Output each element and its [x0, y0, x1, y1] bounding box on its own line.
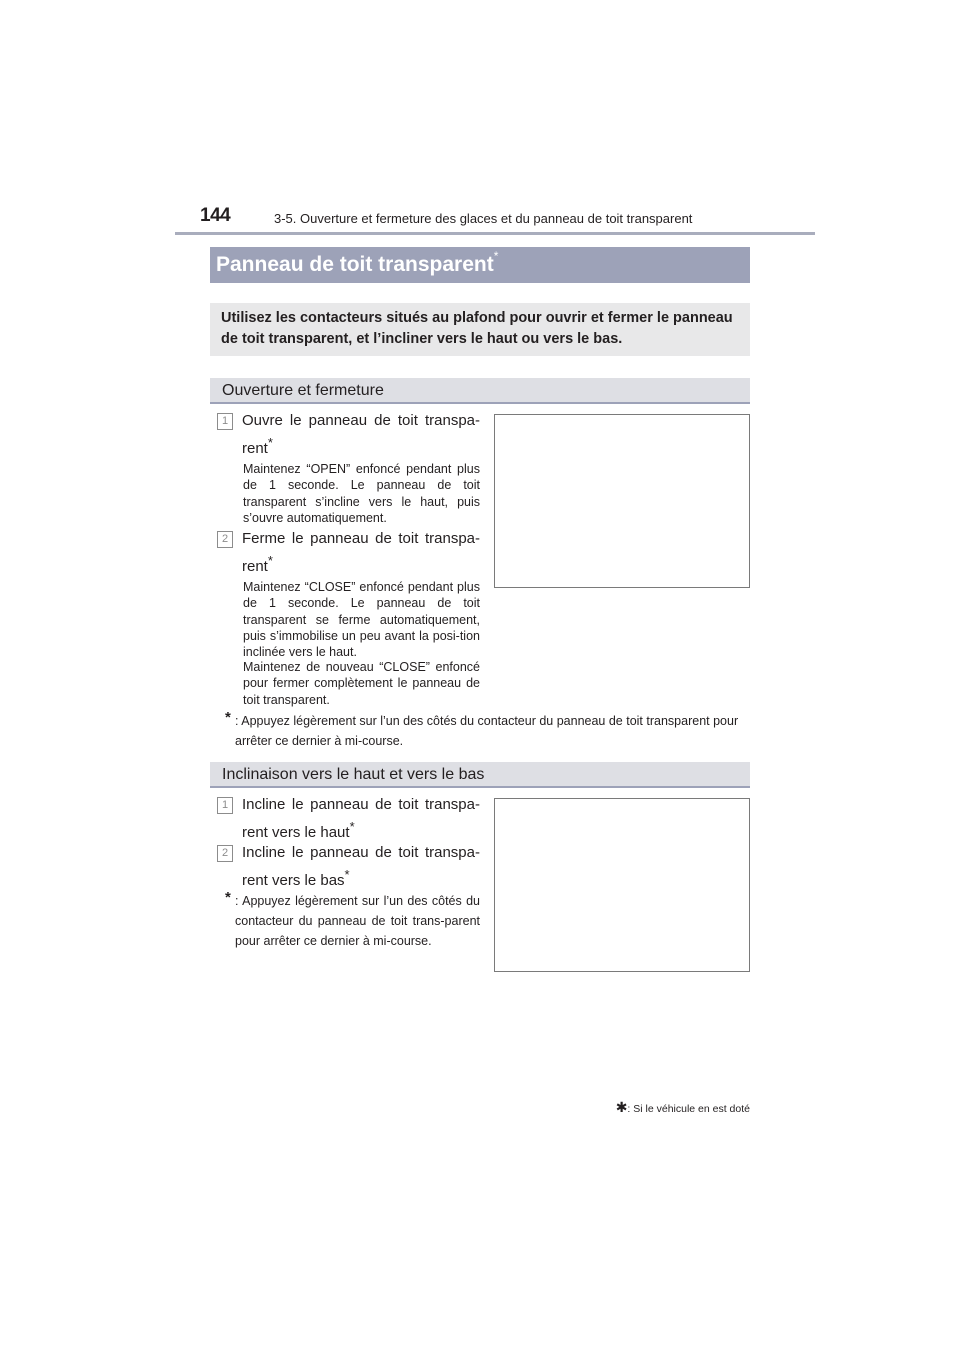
item-description-open: Maintenez “OPEN” enfoncé pendant plus de 1 seconde. Le panneau de toit transparent s’incline vers le haut, puis s’ouvre automatiquement. [243, 462, 480, 525]
item-number-badge: 2 [217, 531, 233, 548]
item-title-tilt-down: Incline le panneau de toit transpa-rent vers le bas* [242, 844, 480, 889]
item-title-close: Ferme le panneau de toit transpa-rent* [242, 530, 480, 575]
item-number-badge: 1 [217, 413, 233, 430]
footnote-mark: ✱ [615, 1099, 628, 1115]
item-number-badge: 2 [217, 845, 233, 862]
item-description-close: Maintenez “CLOSE” enfoncé pendant plus de 1 seconde. Le panneau de toit transparent se ferme automatiquement, puis s’immobilise un peu avant la posi-tion inclinée vers le haut. [243, 580, 480, 660]
section-note-open-close: : Appuyez légèrement sur l’un des côtés du contacteur du panneau de toit transparent pour arrêter ce dernier à mi-course. [235, 714, 739, 748]
item-description-close-2: Maintenez de nouveau “CLOSE” enfoncé pour fermer complètement le panneau de toit transparent. [243, 660, 480, 707]
illustration-open-close [494, 414, 750, 588]
item-title-open: Ouvre le panneau de toit transpa-rent* [242, 412, 480, 457]
note-mark: * [225, 889, 231, 906]
optional-equipment-mark: * [493, 249, 499, 263]
section-note-tilt: : Appuyez légèrement sur l’un des côtés du contacteur du panneau de toit trans-parent pour arrêter ce dernier à mi-course. [235, 894, 480, 948]
section-title-open-close: Ouverture et fermeture [222, 382, 384, 399]
note-mark: * [225, 709, 231, 726]
illustration-tilt [494, 798, 750, 972]
footnote: ✱: Si le véhicule en est doté [615, 1099, 750, 1115]
item-title-tilt-up: Incline le panneau de toit transpa-rent vers le haut* [242, 796, 480, 841]
intro-text: Utilisez les contacteurs situés au plafond pour ouvrir et fermer le panneau de toit transparent, et l’incliner vers le haut ou vers le bas. [221, 310, 733, 347]
page-title: Panneau de toit transparent* [216, 249, 499, 276]
header-divider [175, 232, 815, 235]
page-number: 144 [200, 205, 231, 226]
chapter-title: 3-5. Ouverture et fermeture des glaces et du panneau de toit transparent [274, 211, 693, 226]
section-title-tilt: Inclinaison vers le haut et vers le bas [222, 766, 485, 783]
item-number-badge: 1 [217, 797, 233, 814]
